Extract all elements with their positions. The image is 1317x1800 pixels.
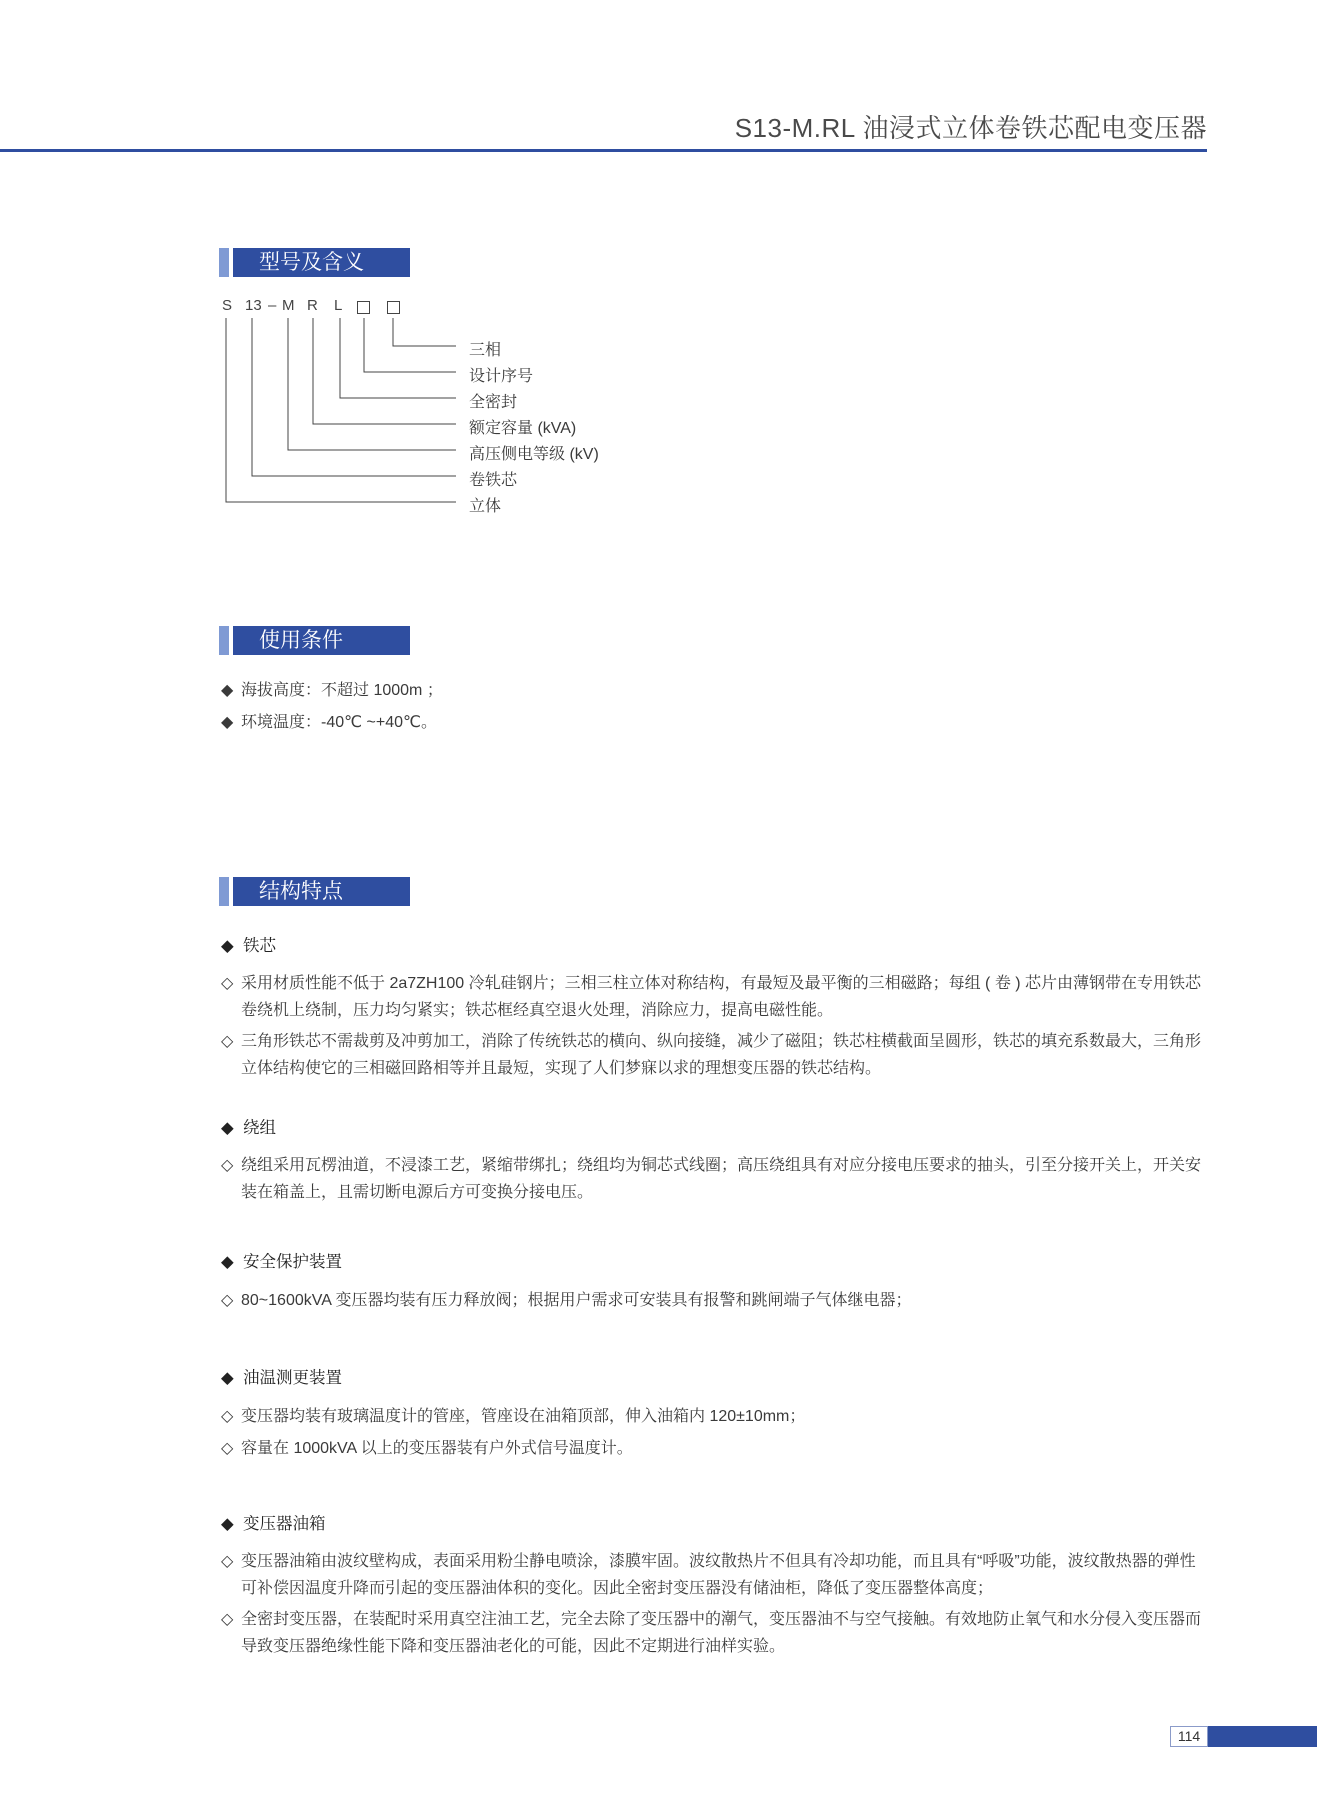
tree-line-sanxiang: [393, 318, 456, 346]
subsection-title: [221, 1248, 342, 1272]
subsection-label: 安全保护装置: [243, 1253, 342, 1271]
condition-text: 环境温度：-40℃ ~+40℃。: [241, 714, 437, 731]
structure-item: [221, 970, 1211, 1024]
section-title: 结构特点: [259, 880, 343, 903]
structure-item: [221, 1152, 1211, 1206]
diamond-filled-icon: ◆: [221, 1515, 234, 1533]
structure-item: [221, 1435, 1211, 1462]
section-title: 型号及含义: [259, 251, 364, 274]
subsection-label: 绕组: [243, 1119, 276, 1137]
section-accent: [219, 877, 229, 906]
page-number-bar: [1208, 1726, 1317, 1747]
subsection-title: [221, 1364, 342, 1388]
structure-item-text: 容量在 1000kVA 以上的变压器装有户外式信号温度计。: [241, 1440, 633, 1457]
structure-item: [221, 1548, 1211, 1602]
tree-line-juantiexin: [252, 318, 456, 476]
structure-item-text: 三角形铁芯不需裁剪及冲剪加工，消除了传统铁芯的横向、纵向接缝，减少了磁阻；铁芯柱横截面呈圆形，铁芯的填充系数最大，三角形立体结构使它的三相磁回路相等并且最短，实现了人们梦寐以求的理想变压器的铁芯结构。: [241, 1033, 1202, 1077]
section-accent: [219, 626, 229, 655]
code-label-mifeng: 全密封: [469, 394, 518, 411]
diamond-filled-icon: ◆: [221, 714, 234, 731]
subsection-label: 铁芯: [243, 937, 276, 955]
diamond-outline-icon: ◇: [221, 1408, 234, 1425]
diamond-filled-icon: ◆: [221, 937, 234, 955]
code-label-liti: 立体: [469, 498, 502, 515]
code-label-rongliang: 额定容量 (kVA): [469, 420, 577, 437]
tree-line-mifeng: [340, 318, 456, 398]
tree-line-sheji: [364, 318, 456, 372]
structure-item-text: 80~1600kVA 变压器均装有压力释放阀；根据用户需求可安装具有报警和跳闸端子气体继电器；: [241, 1292, 912, 1309]
diamond-outline-icon: ◇: [221, 975, 234, 992]
model-code-tree: [0, 0, 1317, 520]
structure-item-text: 变压器油箱由波纹壁构成，表面采用粉尘静电喷涂，漆膜牢固。波纹散热片不但具有冷却功能，而且具有“呼吸”功能，波纹散热器的弹性可补偿因温度升降而引起的变压器油体积的变化。因此全密封变压器没有储油柜，降低了变压器整体高度；: [241, 1553, 1196, 1597]
code-char-s: S: [222, 297, 233, 314]
section-header-conditions: [219, 626, 410, 655]
diamond-outline-icon: ◇: [221, 1553, 234, 1570]
structure-item-text: 采用材质性能不低于 2a7ZH100 冷轧硅钢片；三相三柱立体对称结构，有最短及最平衡的三相磁路；每组 ( 卷 ) 芯片由薄钢带在专用铁芯卷绕机上绕制，压力均匀紧实；铁芯框经真空退火处理，消除应力，提高电磁性能。: [241, 975, 1202, 1019]
condition-item: [221, 709, 437, 732]
subsection-label: 变压器油箱: [243, 1515, 326, 1533]
code-char-dash: –: [268, 297, 277, 314]
subsection-label: 油温测更装置: [243, 1369, 342, 1387]
diamond-filled-icon: ◆: [221, 1253, 234, 1271]
subsection-title: [221, 1114, 276, 1138]
tree-line-rongliang: [313, 318, 456, 424]
diamond-outline-icon: ◇: [221, 1292, 234, 1309]
structure-item-text: 绕组采用瓦楞油道，不浸漆工艺，紧缩带绑扎；绕组均为铜芯式线圈；高压绕组具有对应分接电压要求的抽头，引至分接开关上，开关安装在箱盖上，且需切断电源后方可变换分接电压。: [241, 1157, 1202, 1201]
condition-text: 海拔高度：不超过 1000m ；: [241, 682, 443, 699]
code-char-13: 13: [245, 297, 262, 314]
diamond-filled-icon: ◆: [221, 1119, 234, 1137]
subsection-title: [221, 1510, 326, 1534]
section-header-structure: [219, 877, 410, 906]
diamond-filled-icon: ◆: [221, 1369, 234, 1387]
structure-item: [221, 1403, 1211, 1430]
code-char-r: R: [307, 297, 318, 314]
structure-item-text: 全密封变压器，在装配时采用真空注油工艺，完全去除了变压器中的潮气，变压器油不与空气接触。有效地防止氧气和水分侵入变压器而导致变压器绝缘性能下降和变压器油老化的可能，因此不定期进行油样实验。: [241, 1611, 1202, 1655]
structure-item: [221, 1028, 1211, 1082]
diamond-outline-icon: ◇: [221, 1157, 234, 1174]
code-label-sheji: 设计序号: [469, 368, 534, 385]
page-number: 114: [1170, 1726, 1208, 1747]
code-char-l: L: [334, 297, 343, 314]
code-char-m: M: [282, 297, 295, 314]
diamond-outline-icon: ◇: [221, 1611, 234, 1628]
page-title: S13-M.RL 油浸式立体卷铁芯配电变压器: [734, 113, 1207, 143]
structure-item: [221, 1287, 1211, 1314]
section-title: 使用条件: [259, 629, 343, 652]
condition-item: [221, 677, 443, 700]
diamond-filled-icon: ◆: [221, 682, 234, 699]
structure-item-text: 变压器均装有玻璃温度计的管座，管座设在油箱顶部，伸入油箱内 120±10mm；: [241, 1408, 806, 1425]
code-label-sanxiang: 三相: [469, 342, 502, 359]
code-label-dianya: 高压侧电等级 (kV): [469, 446, 599, 463]
structure-item: [221, 1606, 1211, 1660]
subsection-title: [221, 932, 276, 956]
code-label-juantiexin: 卷铁芯: [469, 472, 518, 489]
diamond-outline-icon: ◇: [221, 1033, 234, 1050]
diamond-outline-icon: ◇: [221, 1440, 234, 1457]
